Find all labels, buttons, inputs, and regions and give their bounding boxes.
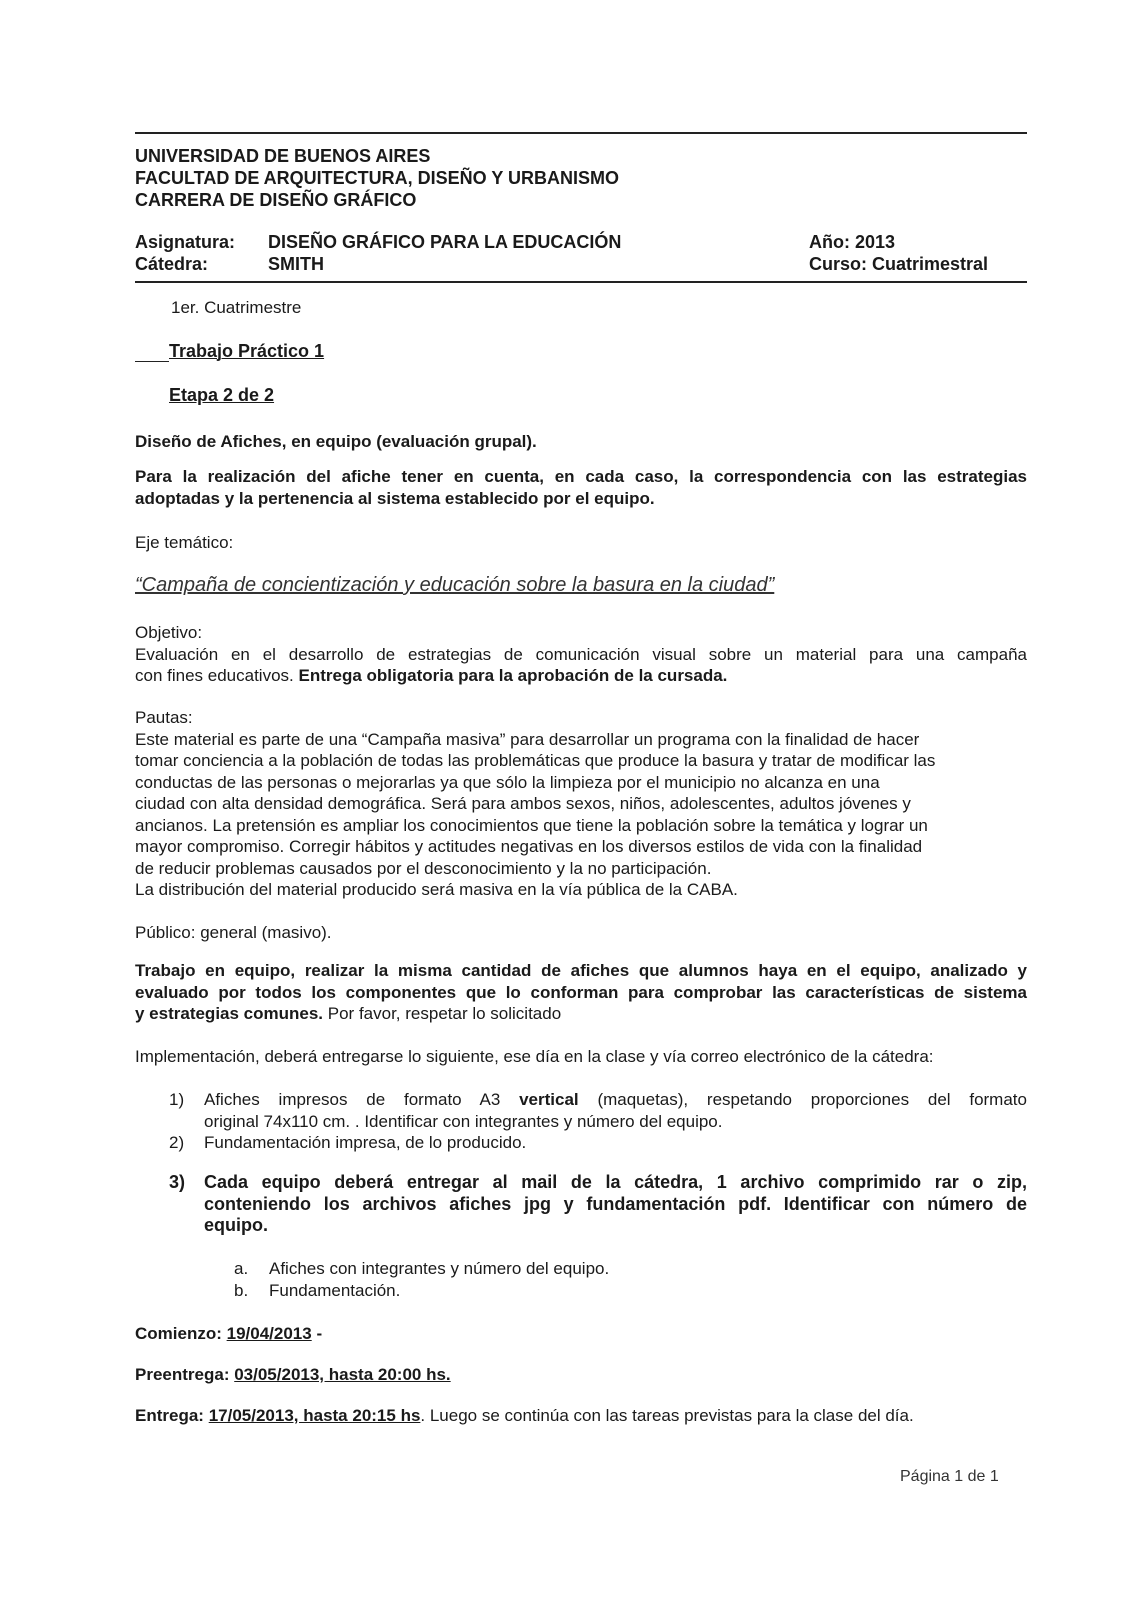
guidelines-line: La distribución del material producido será masiva en la vía pública de la CABA. <box>135 880 738 899</box>
guidelines-line: ciudad con alta densidad demográfica. Será para ambos sexos, niños, adolescentes, adultos jóvenes y <box>135 794 911 813</box>
delivery-date: 17/05/2013, hasta 20:15 hs <box>208 1406 421 1425</box>
item-3-text: equipo. <box>204 1215 268 1235</box>
team-line: evaluado por todos los componentes que lo conforman para comprobar las características de sistema <box>135 982 1027 1002</box>
guidelines-line: Este material es parte de una “Campaña masiva” para desarrollar un programa con la finalidad de hacer <box>135 729 920 749</box>
career-name: CARRERA DE DISEÑO GRÁFICO <box>135 190 417 210</box>
item-2-number: 2) <box>169 1133 185 1152</box>
guidelines-line: mayor compromiso. Corregir hábitos y actitudes negativas en los diversos estilos de vida con la finalidad <box>135 837 923 856</box>
objective-label: Objetivo: <box>135 623 203 642</box>
guidelines-block <box>135 707 1027 901</box>
intro-line: adoptadas y la pertenencia al sistema establecido por el equipo. <box>135 488 655 508</box>
practical-title-lead-rule <box>135 361 169 362</box>
sub-item-a <box>234 1258 609 1280</box>
university-name: UNIVERSIDAD DE BUENOS AIRES <box>135 146 431 166</box>
pre-date: 03/05/2013, hasta 20:00 hs. <box>234 1365 451 1384</box>
intro-paragraph <box>135 466 1027 509</box>
year-field: Año: 2013 <box>809 232 896 252</box>
team-bold-end: y estrategias comunes. <box>135 1004 324 1023</box>
sub-b-text: Fundamentación. <box>269 1280 401 1300</box>
subject-value: DISEÑO GRÁFICO PARA LA EDUCACIÓN <box>268 232 622 252</box>
intro-line: Para la realización del afiche tener en cuenta, en cada caso, la correspondencia con las estrategias <box>135 467 1027 486</box>
delivery-line <box>135 1405 914 1427</box>
page-number: Página 1 de 1 <box>900 1468 999 1485</box>
faculty-name: FACULTAD DE ARQUITECTURA, DISEÑO Y URBANISMO <box>135 168 620 188</box>
item-3-text: Cada equipo deberá entregar al mail de la cátedra, 1 archivo comprimido rar o zip, <box>204 1172 1027 1192</box>
item-1-post: (maquetas), respetando proporciones del formato <box>597 1090 1027 1109</box>
chair-value: SMITH <box>268 254 324 274</box>
item-1 <box>169 1089 1027 1132</box>
item-1-line <box>169 1089 1027 1111</box>
stage-title: Etapa 2 de 2 <box>169 385 275 405</box>
item-1-pre: Afiches impresos de formato A3 <box>204 1090 501 1109</box>
objective-line: Evaluación en el desarrollo de estrategias de comunicación visual sobre un material para una campaña <box>135 644 1027 664</box>
start-date: 19/04/2013 <box>226 1324 312 1343</box>
design-line: Diseño de Afiches, en equipo (evaluación grupal). <box>135 432 537 451</box>
guidelines-line: conductas de las personas o mejorarlas ya que sólo la limpieza por el municipio no alcanza en una <box>135 772 880 792</box>
item-1-number: 1) <box>169 1090 185 1109</box>
term-text: 1er. Cuatrimestre <box>171 298 302 317</box>
guidelines-line: tomar conciencia a la población de todas las problemáticas que produce la basura y tratar de modificar las <box>135 751 936 770</box>
sub-a-letter: a. <box>234 1259 249 1278</box>
pre-label: Preentrega: <box>135 1365 230 1384</box>
guidelines-label: Pautas: <box>135 708 193 727</box>
subject-label: Asignatura: <box>135 232 236 252</box>
objective-bold: Entrega obligatoria para la aprobación de la cursada. <box>298 666 728 685</box>
sub-a-text: Afiches con integrantes y número del equipo. <box>269 1259 610 1278</box>
item-1-bold: vertical <box>519 1090 579 1109</box>
campaign-title: “Campaña de concientización y educación sobre la basura en la ciudad” <box>135 574 775 596</box>
header-top-rule <box>135 132 1027 134</box>
item-3 <box>169 1172 1027 1237</box>
guidelines-line: ancianos. La pretensión es ampliar los conocimientos que tiene la población sobre la temática y lograr un <box>135 815 928 835</box>
pre-delivery-line <box>135 1364 451 1386</box>
practical-title: Trabajo Práctico 1 <box>169 341 325 361</box>
theme-label: Eje temático: <box>135 533 234 552</box>
start-dash: - <box>316 1324 323 1343</box>
objective-line <box>135 665 1027 687</box>
team-line <box>135 1003 1027 1025</box>
item-3-number: 3) <box>169 1172 186 1192</box>
item-3-text: conteniendo los archivos afiches jpg y fundamentación pdf. Identificar con número de <box>204 1193 1027 1214</box>
team-line: Trabajo en equipo, realizar la misma cantidad de afiches que alumnos haya en el equipo, analizado y <box>135 961 1027 980</box>
chair-label: Cátedra: <box>135 254 209 274</box>
item-3-line <box>169 1172 1027 1194</box>
guidelines-line: de reducir problemas causados por el desconocimiento y la no participación. <box>135 858 712 878</box>
item-1-line2: original 74x110 cm. . Identificar con integrantes y número del equipo. <box>204 1111 723 1131</box>
item-2 <box>169 1132 526 1154</box>
delivery-tail: . Luego se continúa con las tareas previstas para la clase del día. <box>420 1406 914 1425</box>
start-label: Comienzo: <box>135 1324 222 1343</box>
item-2-text: Fundamentación impresa, de lo producido. <box>204 1133 527 1152</box>
team-tail: Por favor, respetar lo solicitado <box>327 1004 562 1023</box>
sub-item-b <box>234 1280 609 1302</box>
delivery-label: Entrega: <box>135 1406 204 1425</box>
item-1-text <box>204 1089 1027 1111</box>
audience-text: Público: general (masivo). <box>135 923 332 942</box>
sub-list <box>234 1258 609 1301</box>
objective-block <box>135 622 1027 687</box>
start-date-line <box>135 1323 322 1345</box>
objective-text: con fines educativos. <box>135 666 294 685</box>
course-field: Curso: Cuatrimestral <box>809 254 989 274</box>
header-bottom-rule <box>135 281 1027 283</box>
sub-b-letter: b. <box>234 1280 249 1300</box>
team-paragraph <box>135 960 1027 1025</box>
implementation-text: Implementación, deberá entregarse lo siguiente, ese día en la clase y vía correo electrónico de la cátedra: <box>135 1047 934 1066</box>
header-institution <box>135 145 619 211</box>
